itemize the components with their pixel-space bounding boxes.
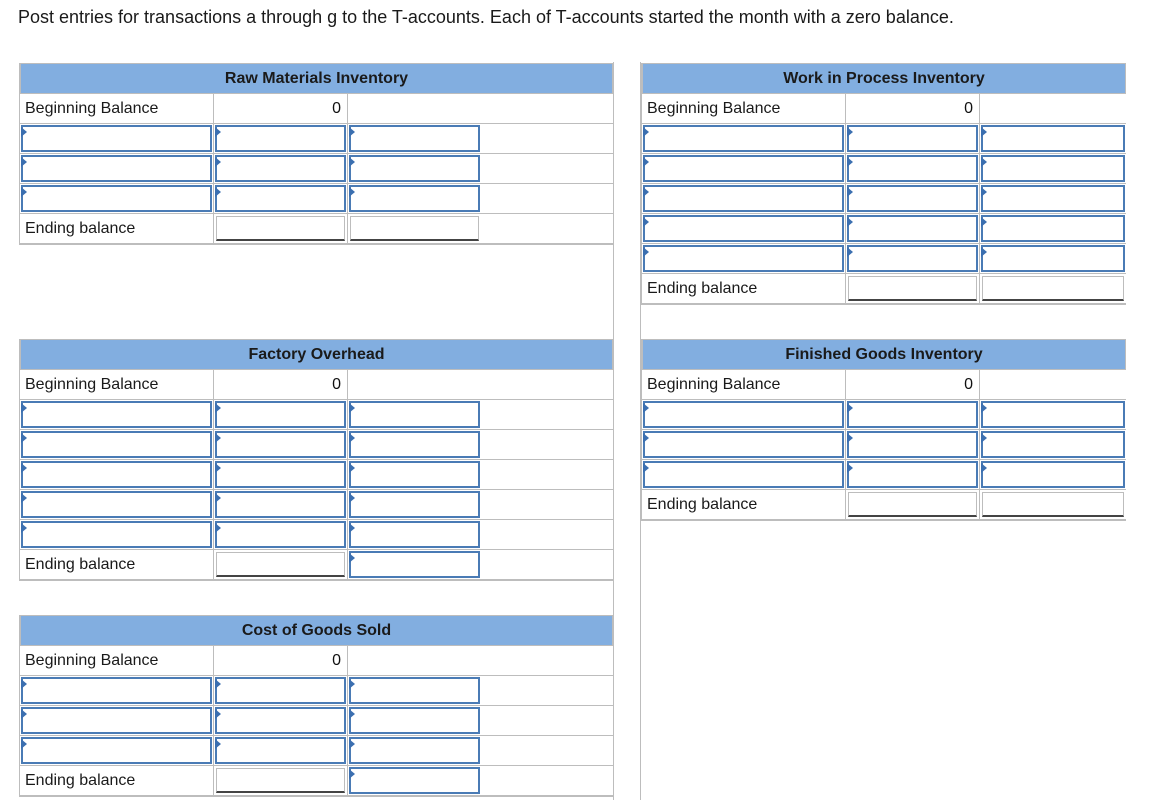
ending-credit-input[interactable]	[348, 766, 481, 795]
account-name-select[interactable]	[20, 460, 214, 489]
account-name-select[interactable]	[20, 706, 214, 735]
beginning-balance-label: Beginning Balance	[20, 94, 214, 123]
empty-cell	[348, 94, 481, 123]
beginning-balance-row	[642, 370, 1126, 400]
credit-input[interactable]	[348, 124, 481, 153]
t-account-factory-overhead	[19, 339, 614, 581]
account-title: Factory Overhead	[20, 339, 613, 370]
entry-row	[20, 736, 613, 766]
account-name-select[interactable]	[20, 736, 214, 765]
debit-input[interactable]	[214, 124, 348, 153]
entry-row	[642, 430, 1126, 460]
credit-input[interactable]	[348, 676, 481, 705]
ending-credit-input[interactable]	[980, 274, 1126, 303]
account-name-select[interactable]	[20, 400, 214, 429]
beginning-balance-value: 0	[846, 94, 980, 123]
entry-row	[20, 706, 613, 736]
credit-input[interactable]	[348, 154, 481, 183]
ending-balance-label: Ending balance	[20, 550, 214, 579]
debit-input[interactable]	[846, 460, 980, 489]
account-title: Work in Process Inventory	[642, 63, 1126, 94]
ending-balance-row	[642, 274, 1126, 304]
account-title: Raw Materials Inventory	[20, 63, 613, 94]
ending-balance-label: Ending balance	[20, 766, 214, 795]
account-name-select[interactable]	[20, 520, 214, 549]
credit-input[interactable]	[980, 400, 1126, 429]
account-name-select[interactable]	[20, 124, 214, 153]
empty-cell	[348, 646, 481, 675]
t-account-finished-goods	[641, 339, 1126, 521]
account-name-select[interactable]	[642, 400, 846, 429]
entry-row	[20, 400, 613, 430]
account-name-select[interactable]	[642, 460, 846, 489]
credit-input[interactable]	[348, 520, 481, 549]
entry-row	[20, 490, 613, 520]
credit-input[interactable]	[980, 244, 1126, 273]
beginning-balance-label: Beginning Balance	[20, 370, 214, 399]
ending-credit-input[interactable]	[348, 550, 481, 579]
account-name-select[interactable]	[642, 154, 846, 183]
debit-input[interactable]	[214, 736, 348, 765]
ending-debit-input[interactable]	[214, 214, 348, 243]
ending-balance-label: Ending balance	[642, 490, 846, 519]
credit-input[interactable]	[348, 736, 481, 765]
debit-input[interactable]	[846, 214, 980, 243]
account-name-select[interactable]	[20, 490, 214, 519]
debit-input[interactable]	[214, 154, 348, 183]
ending-debit-input[interactable]	[214, 550, 348, 579]
debit-input[interactable]	[214, 520, 348, 549]
instructions-text: Post entries for transactions a through g to the T-accounts. Each of T-accounts started the month with a zero balance.	[18, 7, 954, 27]
account-name-select[interactable]	[642, 430, 846, 459]
entry-row	[642, 124, 1126, 154]
account-name-select[interactable]	[642, 184, 846, 213]
account-name-select[interactable]	[642, 214, 846, 243]
debit-input[interactable]	[846, 184, 980, 213]
ending-balance-row	[20, 214, 613, 244]
t-account-raw-materials	[19, 63, 614, 245]
account-name-select[interactable]	[20, 676, 214, 705]
credit-input[interactable]	[348, 400, 481, 429]
debit-input[interactable]	[214, 430, 348, 459]
ending-balance-label: Ending balance	[20, 214, 214, 243]
entry-row	[20, 184, 613, 214]
entry-row	[20, 430, 613, 460]
debit-input[interactable]	[214, 400, 348, 429]
account-name-select[interactable]	[20, 154, 214, 183]
account-name-select[interactable]	[642, 244, 846, 273]
entry-row	[642, 214, 1126, 244]
t-account-cogs	[19, 615, 614, 797]
ending-credit-input[interactable]	[980, 490, 1126, 519]
entry-row	[20, 154, 613, 184]
credit-input[interactable]	[348, 430, 481, 459]
ending-debit-input[interactable]	[846, 490, 980, 519]
entry-row	[20, 676, 613, 706]
credit-input[interactable]	[348, 460, 481, 489]
credit-input[interactable]	[980, 430, 1126, 459]
ending-debit-input[interactable]	[846, 274, 980, 303]
account-title: Finished Goods Inventory	[642, 339, 1126, 370]
credit-input[interactable]	[980, 214, 1126, 243]
beginning-balance-label: Beginning Balance	[642, 370, 846, 399]
beginning-balance-row	[20, 94, 613, 124]
credit-input[interactable]	[980, 184, 1126, 213]
debit-input[interactable]	[214, 706, 348, 735]
account-name-select[interactable]	[20, 430, 214, 459]
beginning-balance-row	[20, 370, 613, 400]
beginning-balance-row	[20, 646, 613, 676]
empty-cell	[980, 94, 1126, 123]
ending-balance-row	[642, 490, 1126, 520]
account-name-select[interactable]	[20, 184, 214, 213]
credit-input[interactable]	[348, 490, 481, 519]
ending-balance-label: Ending balance	[642, 274, 846, 303]
credit-input[interactable]	[980, 154, 1126, 183]
debit-input[interactable]	[214, 676, 348, 705]
debit-input[interactable]	[846, 244, 980, 273]
credit-input[interactable]	[348, 706, 481, 735]
beginning-balance-value: 0	[214, 646, 348, 675]
entry-row	[20, 124, 613, 154]
credit-input[interactable]	[348, 184, 481, 213]
entry-row	[642, 154, 1126, 184]
account-title: Cost of Goods Sold	[20, 615, 613, 646]
debit-input[interactable]	[214, 184, 348, 213]
entry-row	[642, 244, 1126, 274]
debit-input[interactable]	[846, 400, 980, 429]
ending-balance-row	[20, 766, 613, 796]
beginning-balance-value: 0	[846, 370, 980, 399]
debit-input[interactable]	[214, 460, 348, 489]
entry-row	[642, 400, 1126, 430]
ending-credit-input[interactable]	[348, 214, 481, 243]
debit-input[interactable]	[846, 430, 980, 459]
t-account-work-in-process	[641, 63, 1126, 305]
credit-input[interactable]	[980, 460, 1126, 489]
entry-row	[20, 520, 613, 550]
entry-row	[642, 460, 1126, 490]
beginning-balance-label: Beginning Balance	[642, 94, 846, 123]
debit-input[interactable]	[214, 490, 348, 519]
column-divider	[613, 62, 641, 800]
ending-balance-row	[20, 550, 613, 580]
debit-input[interactable]	[846, 154, 980, 183]
entry-row	[642, 184, 1126, 214]
account-name-select[interactable]	[642, 124, 846, 153]
debit-input[interactable]	[846, 124, 980, 153]
empty-cell	[980, 370, 1126, 399]
entry-row	[20, 460, 613, 490]
beginning-balance-row	[642, 94, 1126, 124]
ending-debit-input[interactable]	[214, 766, 348, 795]
beginning-balance-value: 0	[214, 370, 348, 399]
beginning-balance-label: Beginning Balance	[20, 646, 214, 675]
beginning-balance-value: 0	[214, 94, 348, 123]
empty-cell	[348, 370, 481, 399]
credit-input[interactable]	[980, 124, 1126, 153]
